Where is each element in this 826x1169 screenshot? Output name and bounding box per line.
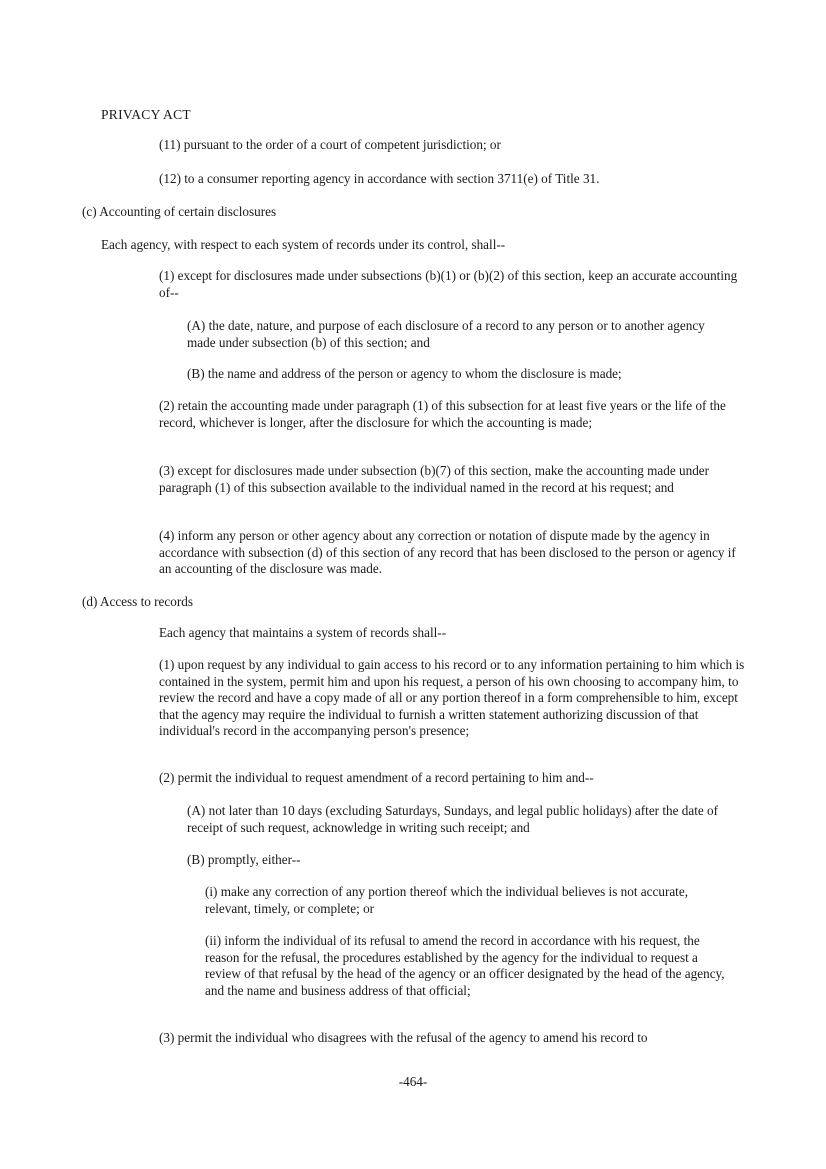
section-d-heading: (d) Access to records xyxy=(82,594,193,609)
paragraph-d-1: (1) upon request by any individual to gain access to his record or to any information pertaining to him which is contained in the system, permit him and upon his request, a person of his own choosing to accompany him, to review the record and have a copy made of all or any portion thereof in a form comprehensible to him, except that the agency may require the individual to furnish a written statement authorizing discussion of that individual's record in the accompanying person's presence; xyxy=(159,657,745,738)
section-c-intro: Each agency, with respect to each system of records under its control, shall-- xyxy=(101,237,506,252)
paragraph-d-2: (2) permit the individual to request amendment of a record pertaining to him and-- xyxy=(159,770,594,785)
paragraph-d-3: (3) permit the individual who disagrees with the refusal of the agency to amend his record to xyxy=(159,1030,648,1045)
paragraph-d-2-B: (B) promptly, either-- xyxy=(187,852,301,867)
page-number: -464- xyxy=(398,1074,428,1089)
page-header-title: PRIVACY ACT xyxy=(101,107,191,122)
section-c-heading: (c) Accounting of certain disclosures xyxy=(82,204,277,219)
paragraph-d-2-A: (A) not later than 10 days (excluding Saturdays, Sundays, and legal public holidays) after the date of receipt of such request, acknowledge in writing such receipt; and xyxy=(187,803,719,835)
paragraph-d-2-B-i: (i) make any correction of any portion thereof which the individual believes is not accurate, relevant, timely, or complete; or xyxy=(205,884,688,916)
paragraph-c-1-A: (A) the date, nature, and purpose of each disclosure of a record to any person or to another agency made under subsection (b) of this section; and xyxy=(187,318,705,350)
section-d-intro: Each agency that maintains a system of records shall-- xyxy=(159,625,447,640)
paragraph-c-1-B: (B) the name and address of the person or agency to whom the disclosure is made; xyxy=(187,366,622,381)
paragraph-b-11: (11) pursuant to the order of a court of competent jurisdiction; or xyxy=(159,137,501,152)
paragraph-d-2-B-ii: (ii) inform the individual of its refusal to amend the record in accordance with his request, the reason for the refusal, the procedures established by the agency for the individual to request a review of that refusal by the head of the agency or an officer designated by the head of the agency, and the name and business address of that official; xyxy=(205,933,725,998)
paragraph-c-4: (4) inform any person or other agency about any correction or notation of dispute made by the agency in accordance with subsection (d) of this section of any record that has been disclosed to the person or agency if an accounting of the disclosure was made. xyxy=(159,528,736,576)
paragraph-c-1: (1) except for disclosures made under subsections (b)(1) or (b)(2) of this section, keep an accurate accounting of-- xyxy=(159,268,738,300)
paragraph-b-12: (12) to a consumer reporting agency in accordance with section 3711(e) of Title 31. xyxy=(159,171,600,186)
paragraph-c-2: (2) retain the accounting made under paragraph (1) of this subsection for at least five years or the life of the record, whichever is longer, after the disclosure for which the accounting is made; xyxy=(159,398,726,430)
paragraph-c-3: (3) except for disclosures made under subsection (b)(7) of this section, make the accounting made under paragraph (1) of this subsection available to the individual named in the record at his request; and xyxy=(159,463,710,495)
